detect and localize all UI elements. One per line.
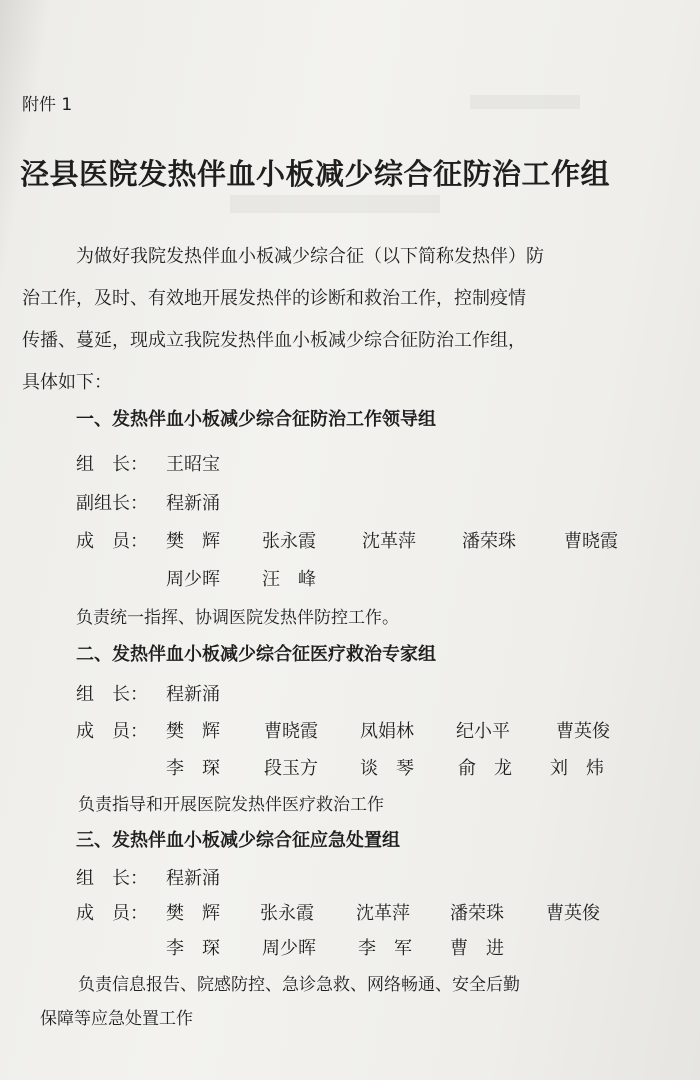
member-name: 潘荣珠 [450,903,504,924]
section-heading-1: 一、发热伴血小板减少综合征防治工作领导组 [76,409,436,430]
intro-line-1: 为做好我院发热伴血小板减少综合征（以下简称发热伴）防 [76,246,544,267]
member-name: 周少晖 [166,569,220,590]
intro-line-3: 传播、蔓延，现成立我院发热伴血小板减少综合征防治工作组， [22,330,526,351]
member-name: 曹英俊 [546,903,600,924]
leader-name: 王昭宝 [166,454,220,475]
member-name: 周少晖 [262,938,316,959]
members-label: 成 员： [76,903,148,924]
deputy-name: 程新涌 [166,493,220,514]
group-duty: 负责统一指挥、协调医院发热伴防控工作。 [76,608,399,628]
member-name: 谈 琴 [360,758,414,779]
member-name: 凤娟林 [360,721,414,742]
intro-line-2: 治工作，及时、有效地开展发热伴的诊断和救治工作，控制疫情 [22,288,526,309]
member-name: 樊 辉 [166,531,220,552]
member-name: 李 军 [358,938,412,959]
member-name: 纪小平 [456,721,510,742]
bleed-through-shadow [230,195,440,213]
member-name: 潘荣珠 [462,531,516,552]
deputy-label: 副组长： [76,493,148,514]
section-heading-2: 二、发热伴血小板减少综合征医疗救治专家组 [76,644,436,665]
member-name: 张永霞 [260,903,314,924]
document-title: 泾县医院发热伴血小板减少综合征防治工作组 [20,157,611,191]
group-duty: 保障等应急处置工作 [40,1009,193,1029]
member-name: 俞 龙 [458,758,512,779]
member-name: 樊 辉 [166,721,220,742]
intro-line-4: 具体如下： [22,372,112,393]
leader-name: 程新涌 [166,868,220,889]
members-label: 成 员： [76,531,148,552]
member-name: 沈革萍 [356,903,410,924]
member-name: 曹晓霞 [564,531,618,552]
member-name: 张永霞 [262,531,316,552]
member-name: 汪 峰 [262,569,316,590]
group-duty: 负责指导和开展医院发热伴医疗救治工作 [78,795,384,815]
section-heading-3: 三、发热伴血小板减少综合征应急处置组 [76,830,400,851]
leader-label: 组 长： [76,454,148,475]
intro-paragraph [22,236,544,404]
leader-label: 组 长： [76,868,148,889]
member-name: 曹英俊 [556,721,610,742]
member-name: 樊 辉 [166,903,220,924]
member-name: 曹 进 [450,938,504,959]
member-name: 刘 炜 [550,758,604,779]
member-name: 李 琛 [166,938,220,959]
leader-label: 组 长： [76,684,148,705]
member-name: 沈革萍 [362,531,416,552]
leader-name: 程新涌 [166,684,220,705]
member-name: 曹晓霞 [264,721,318,742]
bleed-through-shadow [470,95,580,109]
member-name: 李 琛 [166,758,220,779]
member-name: 段玉方 [264,758,318,779]
members-label: 成 员： [76,721,148,742]
annex-label: 附件 1 [22,95,73,115]
group-duty: 负责信息报告、院感防控、急诊急救、网络畅通、安全后勤 [78,975,520,995]
